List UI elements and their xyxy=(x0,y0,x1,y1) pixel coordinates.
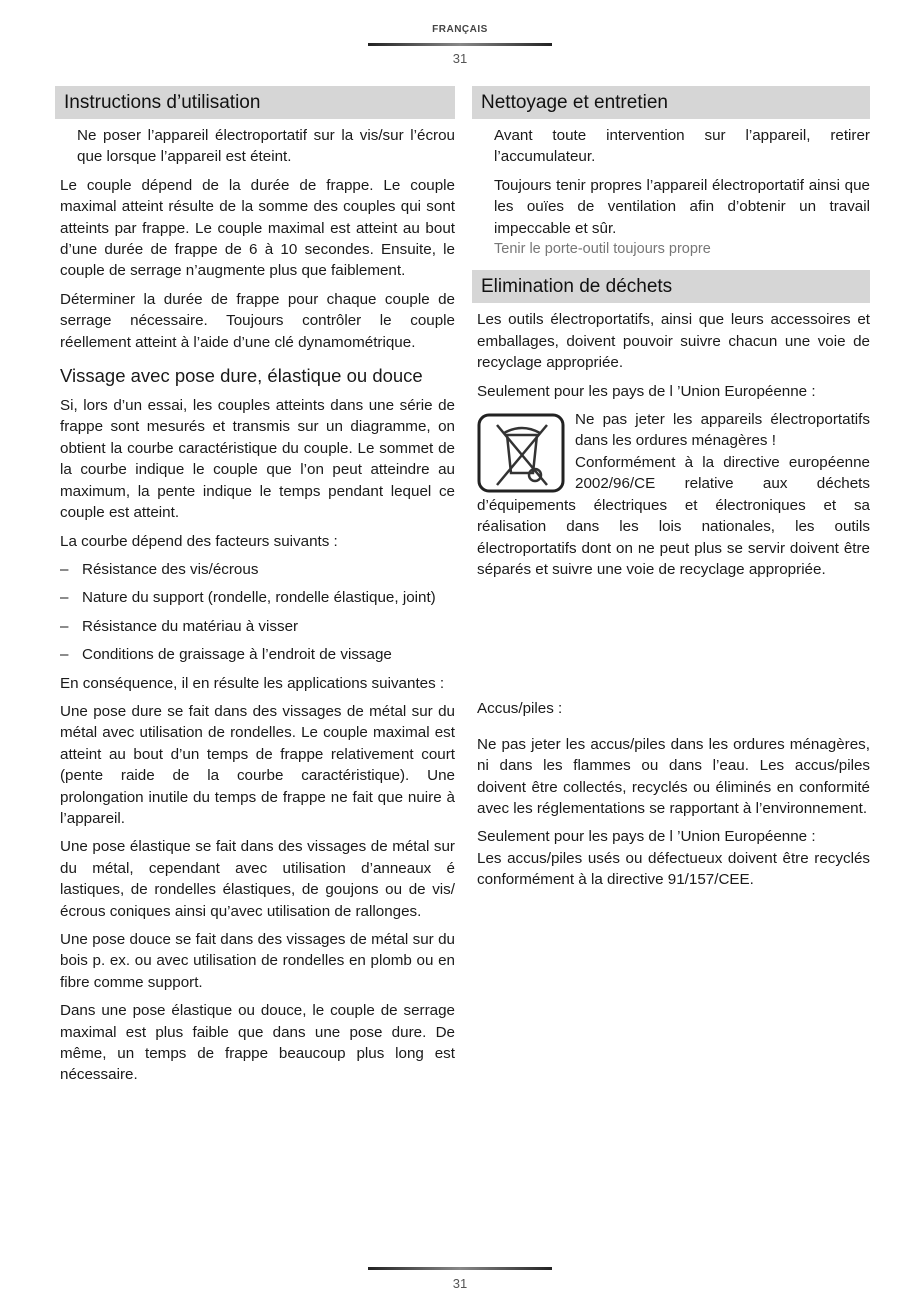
list-item-text: Conditions de graissage à l’endroit de vissage xyxy=(82,646,392,664)
list-item-text: Résistance du matériau à visser xyxy=(82,617,299,635)
dash-marker: – xyxy=(60,560,69,578)
paragraph: Avant toute intervention sur l’appareil, retirer l’accumulateur. xyxy=(494,127,870,166)
paragraph: Une pose dure se fait dans des vissages de métal sur du métal avec utilisation de rondelles. Le couple maximal est atteint au bout d’un temps de frappe relativement court (pente raide de la courbe caractéristique). Une prolongation inutile du temps de frappe ne fait que nuire à l’appareil. xyxy=(60,702,455,827)
list-item xyxy=(55,559,455,580)
list-item xyxy=(55,644,455,665)
paragraph: Une pose douce se fait dans des vissages de métal sur du bois p. ex. ou avec utilisation de rondelles en plomb ou en fibre comme support. xyxy=(60,931,455,991)
factor-list xyxy=(55,559,455,666)
paragraph: Tenir le porte-outil toujours propre xyxy=(494,241,711,258)
section-heading-elimination: Elimination de déchets xyxy=(472,270,870,303)
footer-rule xyxy=(368,1267,552,1270)
dash-marker: – xyxy=(60,617,69,635)
paragraph: Seulement pour les pays de l ’Union Européenne : xyxy=(477,382,816,400)
subheading-vissage: Vissage avec pose dure, élastique ou douce xyxy=(60,365,423,387)
paragraph: Toujours tenir propres l’appareil électroportatif ainsi que les ouïes de ventilation afin d’obtenir un travail impeccable et sûr. xyxy=(494,176,870,237)
page-number-bottom: 31 xyxy=(452,1276,468,1291)
paragraph: Ne pas jeter les appareils électroportatifs dans les ordures ménagères ! xyxy=(575,411,870,450)
header-rule xyxy=(368,43,552,46)
page-number-top: 31 xyxy=(452,51,468,66)
paragraph: La courbe dépend des facteurs suivants : xyxy=(60,532,338,550)
paragraph: Le couple dépend de la durée de frappe. Le couple maximal atteint résulte de la somme des couples qui sont atteints par frappe. Le couple maximal est atteint au bout d’une durée de frappe de 6 à 10 secondes. Ensuite, le couple de serrage n’augmente plus que faiblement. xyxy=(60,176,455,280)
right-column xyxy=(472,86,870,898)
left-column xyxy=(55,86,455,1093)
list-item xyxy=(55,587,455,608)
section-heading-nettoyage: Nettoyage et entretien xyxy=(472,86,870,119)
paragraph: En conséquence, il en résulte les applications suivantes : xyxy=(60,674,445,692)
paragraph: Si, lors d’un essai, les couples atteints dans une série de frappe sont mesurés et transmis sur un diagramme, on obtient la courbe caractéristique du couple. Le sommet de la courbe indique le couple que l’on peut atteindre au maximum, la pente indique le temps pendant lequel ce couple est atteint. xyxy=(60,397,455,522)
list-item-text: Résistance des vis/écrous xyxy=(82,560,259,578)
list-item-text: Nature du support (rondelle, rondelle élastique, joint) xyxy=(82,589,436,607)
paragraph: Une pose élastique se fait dans des vissages de métal sur du métal, cependant avec utilisation d’anneaux é lastiques, de rondelles élastiques, de goujons ou de vis/écrous coniques ainsi qu’avec utilisation de rallonges. xyxy=(60,838,455,920)
paragraph: Dans une pose élastique ou douce, le couple de serrage maximal est plus faible que dans une pose dure. De même, un temps de frappe beaucoup plus long est nécessaire. xyxy=(60,1002,455,1084)
paragraph: Ne pas jeter les accus/piles dans les ordures ménagères, ni dans les flammes ou dans l’eau. Les accus/piles doivent être collectés, recyclés ou éliminés en conformité avec les réglementations se rapportant à l’environnement. xyxy=(477,735,870,817)
paragraph: Déterminer la durée de frappe pour chaque couple de serrage nécessaire. Toujours contrôler le couple réellement atteint à l’aide d’une clé dynamométrique. xyxy=(60,290,455,351)
weee-block xyxy=(472,409,870,580)
paragraph: Les accus/piles usés ou défectueux doivent être recyclés conformément à la directive 91/157/CEE. xyxy=(477,849,870,889)
paragraph: Ne poser l’appareil électroportatif sur la vis/sur l’écrou que lorsque l’appareil est éteint. xyxy=(77,127,455,166)
language-header: FRANÇAIS xyxy=(432,24,488,35)
dash-marker: – xyxy=(60,589,69,607)
paragraph: Conformément à la directive européenne 2002/96/CE relative aux déchets d’équipements électriques et électroniques et sa réalisation dans les lois nationales, les outils électroportatifs dont on ne peut plus se servir doivent être séparés et suivre une voie de recyclage appropriée. xyxy=(477,453,870,578)
dash-marker: – xyxy=(60,646,69,664)
section-heading-instructions: Instructions d’utilisation xyxy=(55,86,455,119)
crossed-out-wheelie-bin-icon xyxy=(477,413,565,493)
paragraph: Les outils électroportatifs, ainsi que leurs accessoires et emballages, doivent pouvoir suivre chacun une voie de recyclage appropriée. xyxy=(477,311,870,372)
list-item xyxy=(55,616,455,637)
accus-label: Accus/piles : xyxy=(477,700,563,718)
paragraph: Seulement pour les pays de l ’Union Européenne : xyxy=(477,828,816,846)
